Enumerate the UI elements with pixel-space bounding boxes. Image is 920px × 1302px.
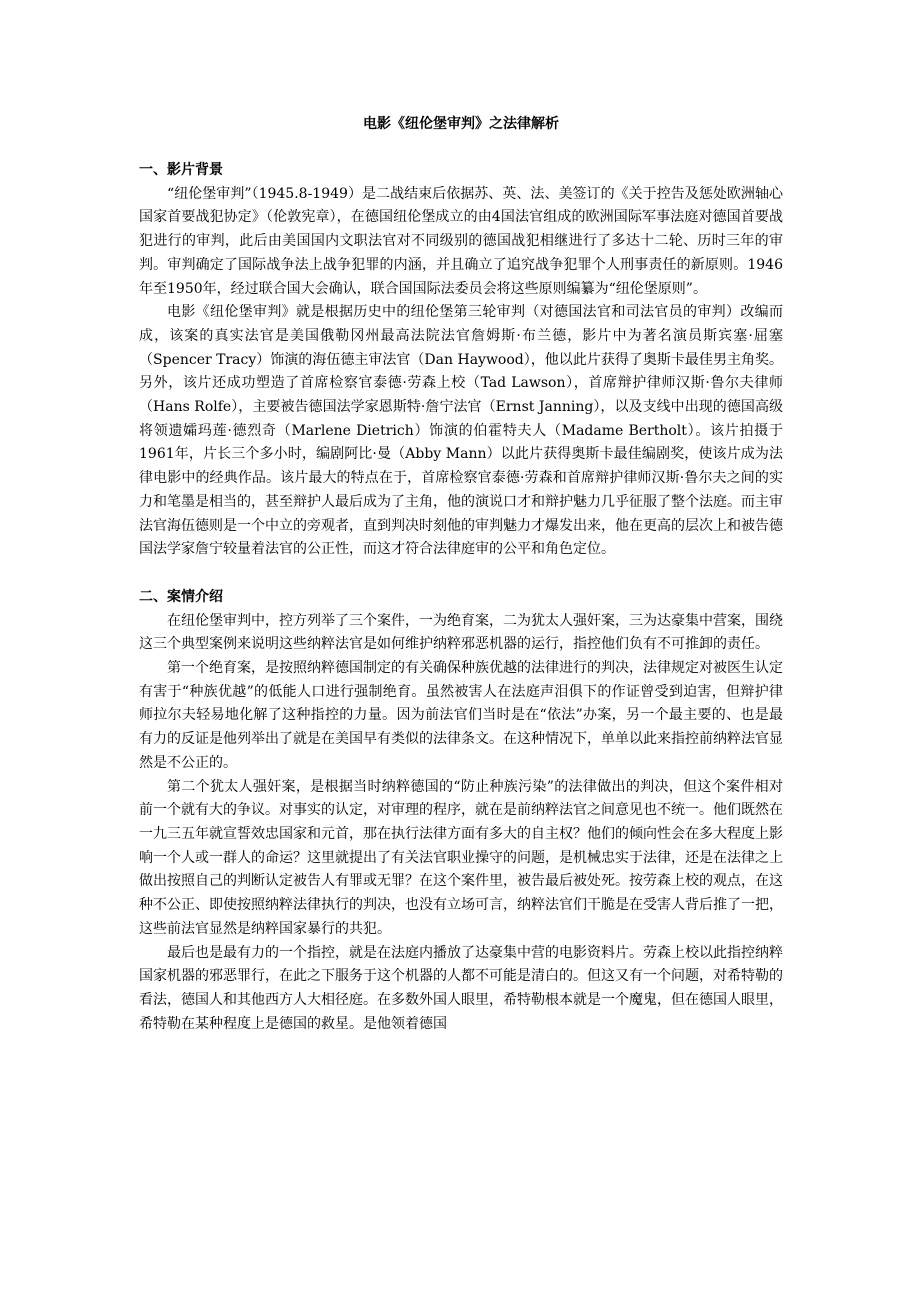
section-background: [139, 159, 783, 562]
document-title: 电影《纽伦堡审判》之法律解析: [363, 116, 559, 132]
paragraph: 第一个绝育案，是按照纳粹德国制定的有关确保种族优越的法律进行的判决，法律规定对被医生认定有害于“种族优越”的低能人口进行强制绝育。虽然被害人在法庭声泪俱下的作证曾受到迫害，但辩护律师拉尔夫轻易地化解了这种指控的力量。因为前法官们当时是在“依法”办案，另一个最主要的、也是最有力的反证是他列举出了就是在美国早有类似的法律条文。在这种情况下，单单以此来指控前纳粹法官显然是不公正的。: [139, 660, 783, 771]
paragraph: 在纽伦堡审判中，控方列举了三个案件，一为绝育案，二为犹太人强奸案，三为达豪集中营案，围绕这三个典型案例来说明这些纳粹法官是如何维护纳粹邪恶机器的运行，指控他们负有不可推卸的责任。: [139, 612, 783, 653]
paragraph: 电影《纽伦堡审判》就是根据历史中的纽伦堡第三轮审判（对德国法官和司法官员的审判）改编而成，该案的真实法官是美国俄勒冈州最高法院法官詹姆斯·布兰德，影片中为著名演员斯宾塞·屈塞（Spencer Tracy）饰演的海伍德主审法官（Dan Haywood），他以此片获得了奥斯卡最佳男主角奖。另外，该片还成功塑造了首席检察官泰德·劳森上校（Tad Lawson），首席辩护律师汉斯·鲁尔夫律师（Hans Rolfe），主要被告德国法学家恩斯特·詹宁法官（Ernst Janning），以及支线中出现的德国高级将领遗孀玛莲·德烈奇（Marlene Dietrich）饰演的伯霍特夫人（Madame Bertholt）。该片拍摄于1961年，片长三个多小时，编剧阿比·曼（Abby Mann）以此片获得奥斯卡最佳编剧奖，使该片成为法律电影中的经典作品。该片最大的特点在于，首席检察官泰德·劳森和首席辩护律师汉斯·鲁尔夫之间的实力和笔墨是相当的，甚至辩护人最后成为了主角，他的演说口才和辩护魅力几乎征服了整个法庭。而主审法官海伍德则是一个中立的旁观者，直到判决时刻他的审判魅力才爆发出来，他在更高的层次上和被告德国法学家詹宁较量着法官的公正性，而这才符合法律庭审的公平和角色定位。: [139, 304, 783, 558]
paragraph: 最后也是最有力的一个指控，就是在法庭内播放了达豪集中营的电影资料片。劳森上校以此指控纳粹国家机器的邪恶罪行，在此之下服务于这个机器的人都不可能是清白的。但这又有一个问题，对希特勒的看法，德国人和其他西方人大相径庭。在多数外国人眼里，希特勒根本就是一个魔鬼，但在德国人眼里，希特勒在某种程度上是德国的救星。是他领着德国: [139, 944, 783, 1032]
section-spacer: [139, 562, 783, 586]
section-heading: 二、案情介绍: [139, 588, 223, 605]
paragraph: 第二个犹太人强奸案，是根据当时纳粹德国的“防止种族污染”的法律做出的判决，但这个案件相对前一个就有大的争议。对事实的认定，对审理的程序，就在是前纳粹法官之间意见也不统一。他们既然在一九三五年就宣誓效忠国家和元首，那在执行法律方面有多大的自主权？他们的倾向性会在多大程度上影响一个人或一群人的命运？这里就提出了有关法官职业操守的问题，是机械忠实于法律，还是在法律之上做出按照自己的判断认定被告人有罪或无罪？在这个案件里，被告最后被处死。按劳森上校的观点，在这种不公正、即使按照纳粹法律执行的判决，也没有立场可言，纳粹法官们干脆是在受害人背后推了一把，这些前法官显然是纳粹国家暴行的共犯。: [139, 778, 783, 937]
paragraph: “纽伦堡审判”（1945.8-1949）是二战结束后依据苏、英、法、美签订的《关于控告及惩处欧洲轴心国家首要战犯协定》（伦敦宪章），在德国纽伦堡成立的由4国法官组成的欧洲国际军事法庭对德国首要战犯进行的审判，此后由美国国内文职法官对不同级别的德国战犯相继进行了多达十二轮、历时三年的审判。审判确定了国际战争法上战争犯罪的内涵，并且确立了追究战争犯罪个人刑事责任的新原则。1946年至1950年，经过联合国大会确认，联合国国际法委员会将这些原则编纂为“纽伦堡原则”。: [139, 185, 783, 297]
section-case-introduction: [139, 586, 783, 1036]
page-body: [139, 112, 783, 1036]
section-heading: 一、影片背景: [139, 162, 223, 178]
